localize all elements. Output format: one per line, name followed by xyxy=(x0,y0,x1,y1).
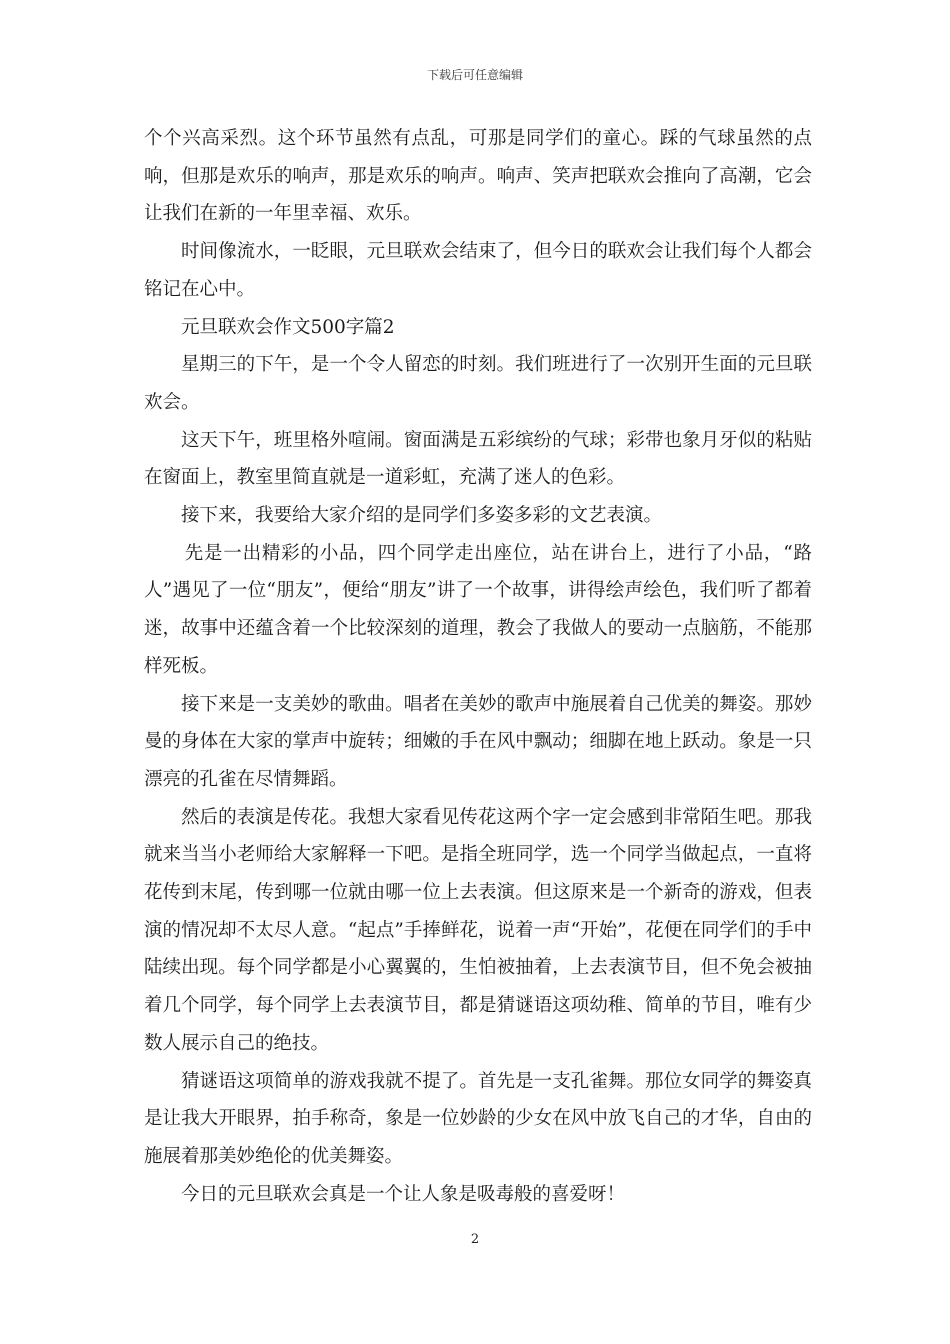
paragraph: 猜谜语这项简单的游戏我就不提了。首先是一支孔雀舞。那位女同学的舞姿真是让我大开眼界，拍手称奇，象是一位妙龄的少女在风中放飞自己的才华，自由的施展着那美妙绝伦的优美舞姿。 xyxy=(144,1070,812,1167)
paragraph: 星期三的下午，是一个令人留恋的时刻。我们班进行了一次别开生面的元旦联欢会。 xyxy=(144,354,812,413)
paragraph: 先是一出精彩的小品，四个同学走出座位，站在讲台上，进行了小品，“路人”遇见了一位“朋友”，便给“朋友”讲了一个故事，讲得绘声绘色，我们听了都着迷，故事中还蕴含着一个比较深刻的道理，教会了我做人的要动一点脑筋，不能那样死板。 xyxy=(144,542,812,677)
paragraph: 接下来是一支美妙的歌曲。唱者在美妙的歌声中施展着自己优美的舞姿。那妙曼的身体在大家的掌声中旋转；细嫩的手在风中飘动；细脚在地上跃动。象是一只漂亮的孔雀在尽情舞蹈。 xyxy=(144,693,812,790)
paragraph: 这天下午，班里格外喧闹。窗面满是五彩缤纷的气球；彩带也象月牙似的粘贴在窗面上，教室里简直就是一道彩虹，充满了迷人的色彩。 xyxy=(144,429,812,489)
paragraph: 今日的元旦联欢会真是一个让人象是吸毒般的喜爱呀！ xyxy=(181,1183,626,1205)
page-header: 下载后可任意编辑 xyxy=(426,68,523,82)
paragraph: 时间像流水，一眨眼，元旦联欢会结束了，但今日的联欢会让我们每个人都会铭记在心中。 xyxy=(144,241,812,300)
page-number: 2 xyxy=(470,1232,480,1247)
document-body xyxy=(144,120,812,1213)
paragraph: 接下来，我要给大家介绍的是同学们多姿多彩的文艺表演。 xyxy=(181,505,663,527)
paragraph-continuation: 个个兴高采烈。这个环节虽然有点乱，可那是同学们的童心。踩的气球虽然的点响，但那是欢乐的响声，那是欢乐的响声。响声、笑声把联欢会推向了高潮，它会让我们在新的一年里幸福、欢乐。 xyxy=(144,128,812,225)
section-heading: 元旦联欢会作文500字篇2 xyxy=(181,316,395,338)
paragraph: 然后的表演是传花。我想大家看见传花这两个字一定会感到非常陌生吧。那我就来当当小老师给大家解释一下吧。是指全班同学，选一个同学当做起点，一直将花传到末尾，传到哪一位就由哪一位上去表演。但这原来是一个新奇的游戏，但表演的情况却不太尽人意。“起点”手捧鲜花，说着一声“开始”，花便在同学们的手中陆续出现。每个同学都是小心翼翼的，生怕被抽着，上去表演节目，但不免会被抽着几个同学，每个同学上去表演节目，都是猜谜语这项幼稚、简单的节目，唯有少数人展示自己的绝技。 xyxy=(144,806,812,1054)
